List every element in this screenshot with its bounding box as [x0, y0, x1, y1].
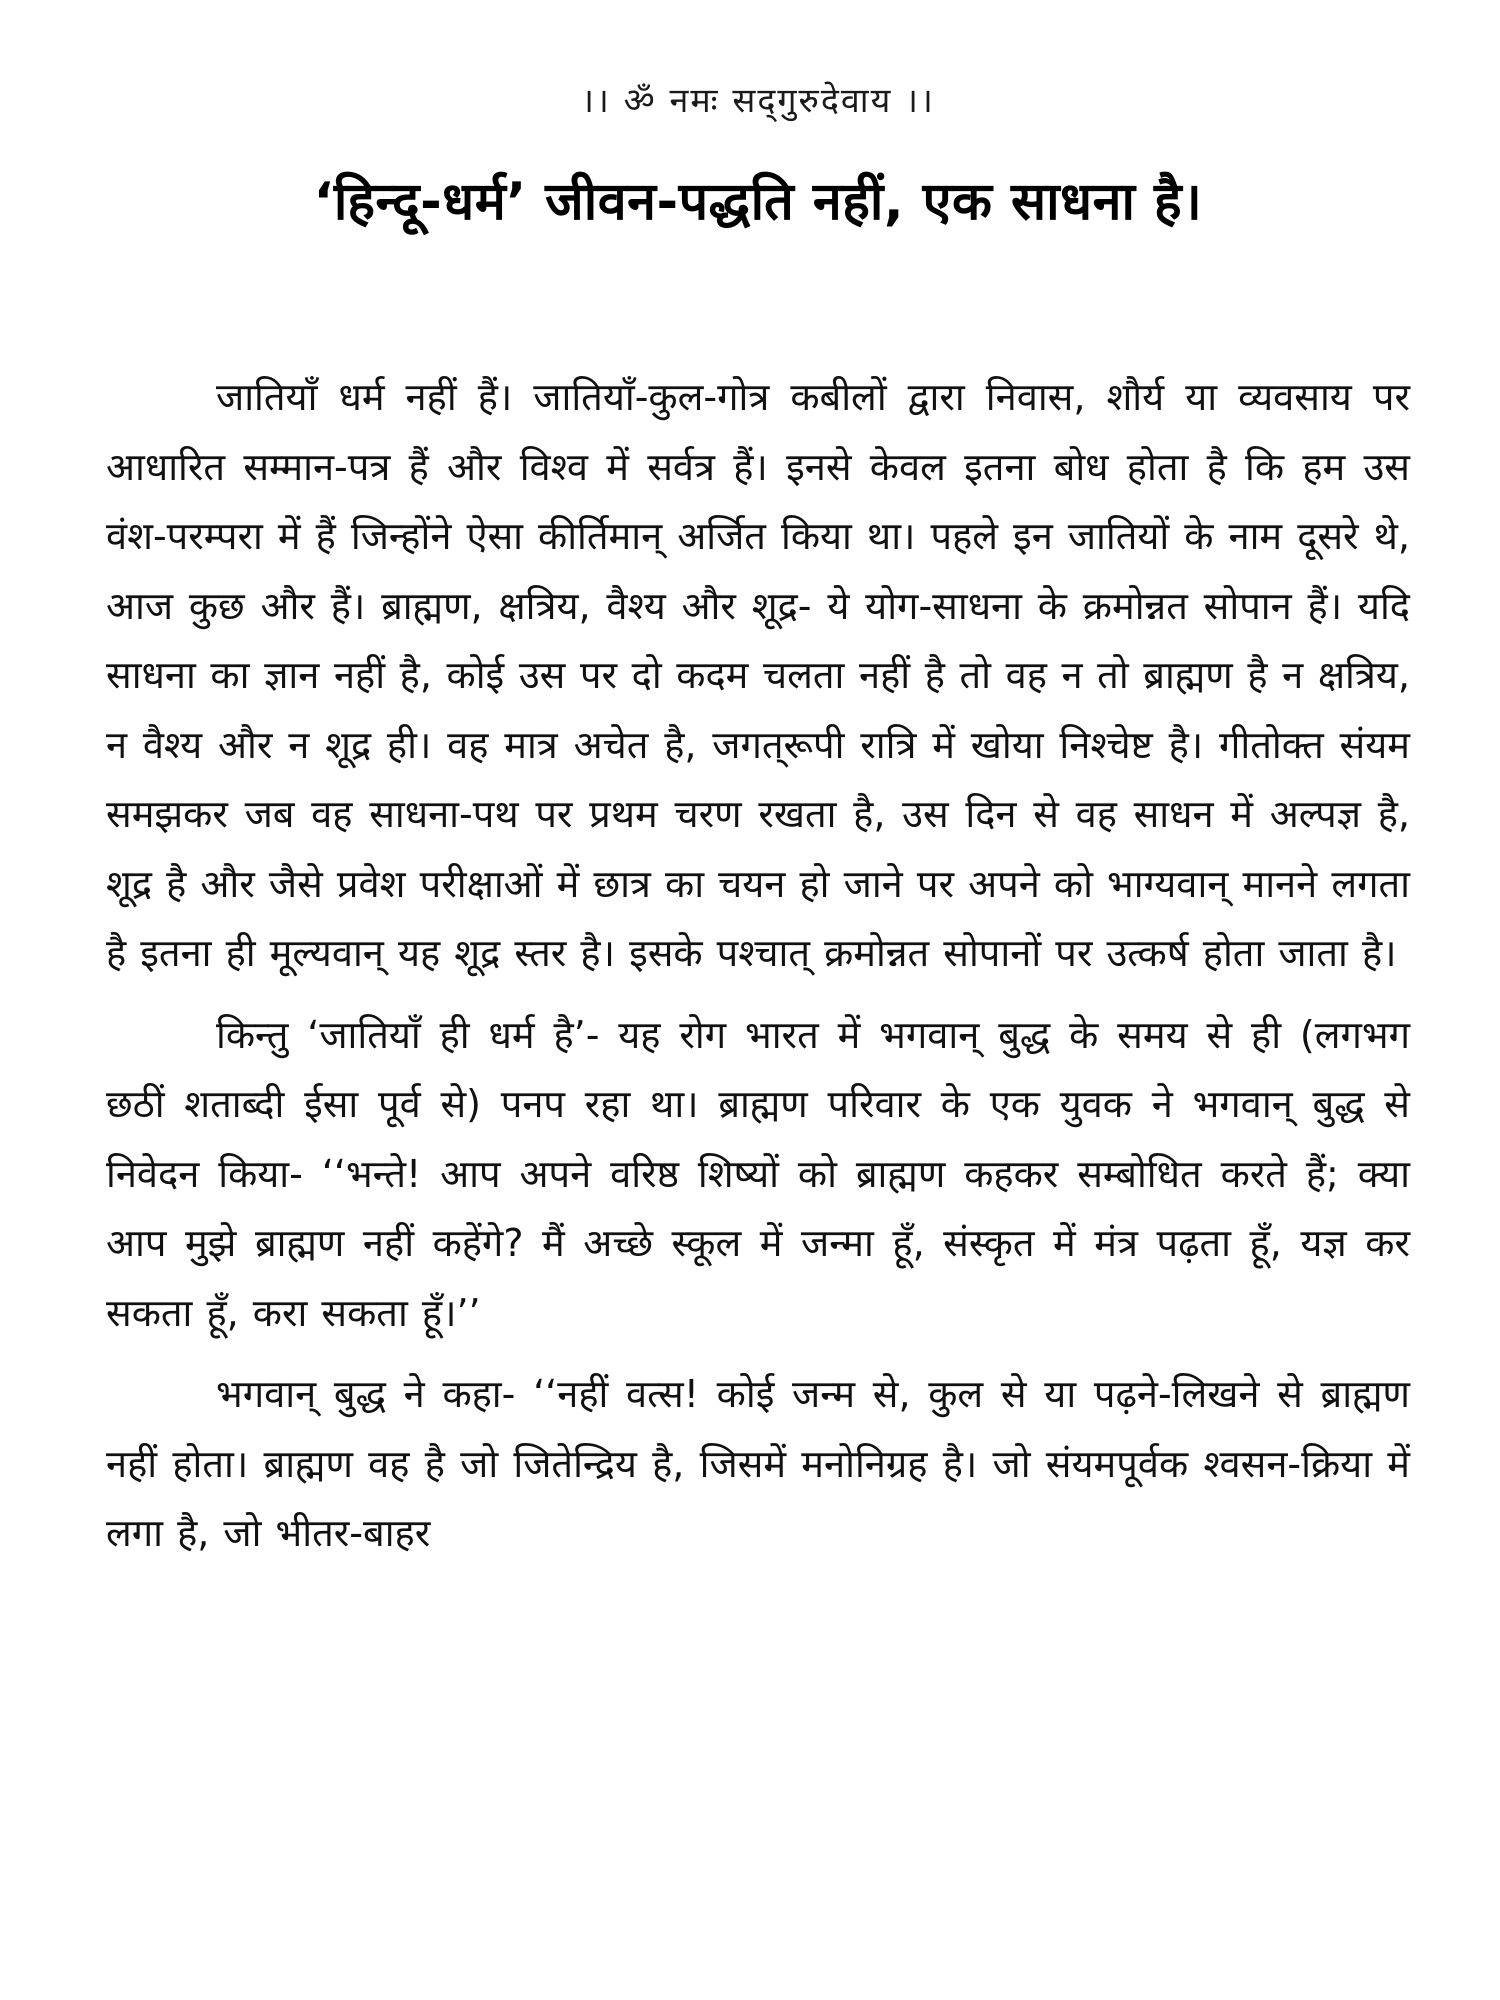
page-title: ‘हिन्दू-धर्म’ जीवन-पद्धति नहीं, एक साधना है। [313, 172, 1203, 232]
paragraph-3: भगवान् बुद्ध ने कहा- ‘‘नहीं वत्स! कोई जन्म से, कुल से या पढ़ने-लिखने से ब्राह्मण नहीं होता। ब्राह्मण वह है जो जितेन्द्रिय है, जिसमें मनोनिग्रह है। जो संयमपूर्वक श्वसन-क्रिया में लगा है, जो भीतर-बाहर [106, 1372, 1410, 1555]
invocation-line: ।। ॐ नमः सद्‌गुरुदेवाय ।। [581, 81, 935, 121]
paragraph-1: जातियाँ धर्म नहीं हैं। जातियाँ-कुल-गोत्र कबीलों द्वारा निवास, शौर्य या व्यवसाय पर आधारित सम्मान-पत्र हैं और विश्व में सर्वत्र हैं। इनसे केवल इतना बोध होता है कि हम उस वंश-परम्परा में हैं जिन्होंने ऐसा कीर्तिमान् अर्जित किया था। पहले इन जातियों के नाम दूसरे थे, आज कुछ और हैं। ब्राह्मण, क्षत्रिय, वैश्य और शूद्र- ये योग-साधना के क्रमोन्नत सोपान हैं। यदि साधना का ज्ञान नहीं है, कोई उस पर दो कदम चलता नहीं है तो वह न तो ब्राह्मण है न क्षत्रिय, न वैश्य और न शूद्र ही। वह मात्र अचेत है, जगत्‌रूपी रात्रि में खोया निश्चेष्ट है। गीतोक्त संयम समझकर जब वह साधना-पथ पर प्रथम चरण रखता है, उस दिन से वह साधन में अल्पज्ञ है, शूद्र है और जैसे प्रवेश परीक्षाओं में छात्र का चयन हो जाने पर अपने को भाग्यवान् मानने लगता है इतना ही मूल्यवान् यह शूद्र स्तर है। इसके पश्चात् क्रमोन्नत सोपानों पर उत्कर्ष होता जाता है। [106, 375, 1410, 975]
paragraph-2: किन्तु ‘जातियाँ ही धर्म है’- यह रोग भारत में भगवान् बुद्ध के समय से ही (लगभग छठीं शताब्दी ईसा पूर्व से) पनप रहा था। ब्राह्मण परिवार के एक युवक ने भगवान् बुद्ध से निवेदन किया- ‘‘भन्ते! आप अपने वरिष्ठ शिष्यों को ब्राह्मण कहकर सम्बोधित करते हैं; क्या आप मुझे ब्राह्मण नहीं कहेंगे? मैं अच्छे स्कूल में जन्मा हूँ, संस्कृत में मंत्र पढ़ता हूँ, यज्ञ कर सकता हूँ, करा सकता हूँ।’’ [106, 1012, 1410, 1335]
body-text [106, 363, 1410, 1569]
